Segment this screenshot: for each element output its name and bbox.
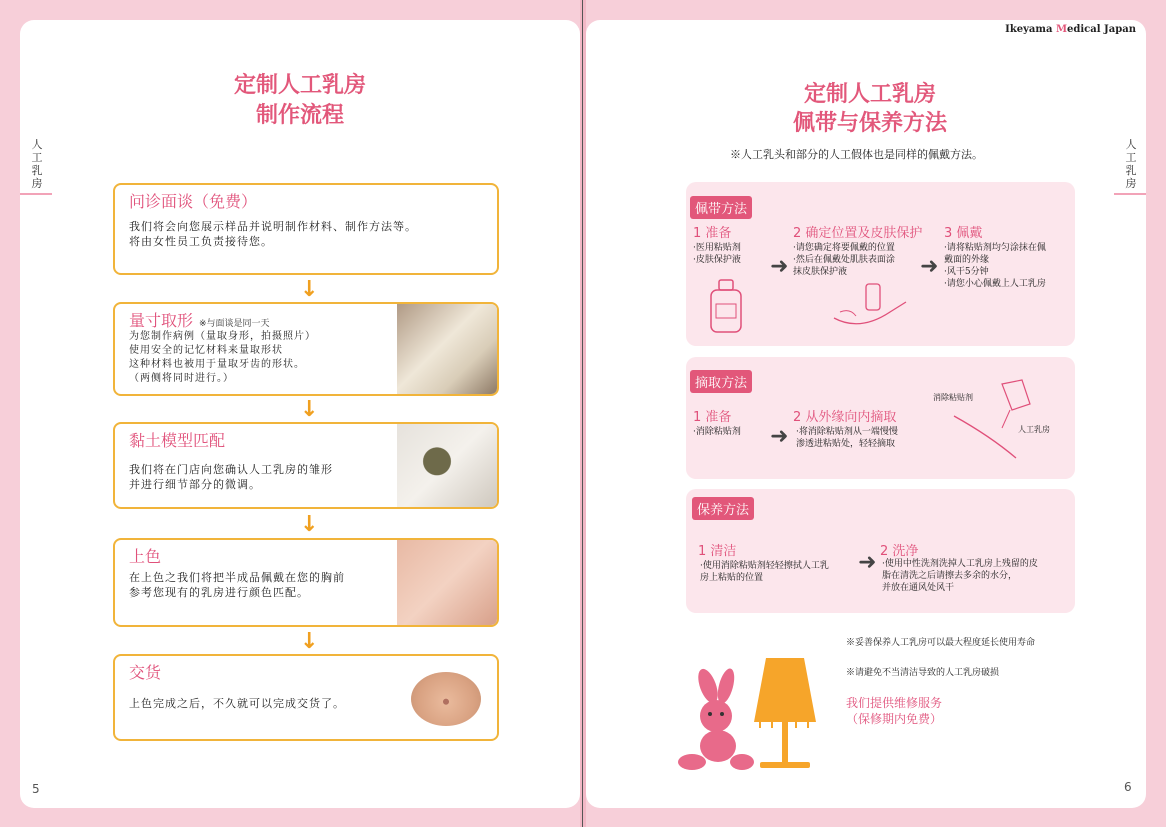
- remove-method-badge: 摘取方法: [690, 370, 752, 393]
- brand-m: M: [1055, 24, 1068, 35]
- step-body-line: 使用安全的记忆材料来量取形状: [129, 345, 283, 356]
- step-title: [129, 544, 161, 567]
- down-arrow-icon: ↓: [300, 397, 319, 422]
- step-title-text: 上色: [129, 547, 162, 566]
- measurement-photo: [397, 304, 497, 394]
- step-body-line: （两侧将同时进行。）: [129, 373, 234, 384]
- left-side-rule: [20, 193, 52, 195]
- wear-step3-body: [944, 242, 1046, 290]
- finished-prosthesis-image: [411, 672, 481, 726]
- step-body-line: 参考您现有的乳房进行颜色匹配。: [129, 586, 309, 599]
- remove-step2-heading: 2 从外缘向内摘取: [793, 410, 897, 425]
- down-arrow-icon: ↓: [300, 277, 319, 302]
- care-method-badge: 保养方法: [692, 497, 754, 520]
- side-tab-char: 人: [31, 138, 43, 151]
- down-arrow-icon: ↓: [300, 512, 319, 537]
- wear-step2-body: [793, 242, 895, 278]
- bottle-icon: [706, 278, 746, 336]
- left-side-tab: [28, 138, 46, 190]
- side-tab-char: 人: [1125, 138, 1137, 151]
- service-line: 我们提供维修服务: [846, 696, 943, 710]
- wearing-note: ※人工乳头和部分的人工假体也是同样的佩戴方法。: [730, 148, 983, 161]
- step-body-line: 在上色之我们将把半成品佩戴在您的胸前: [129, 571, 345, 584]
- step-body-line: 这种材料也被用于量取牙齿的形状。: [129, 359, 305, 370]
- text-line: ·使用消除粘贴剂轻轻擦拭人工乳: [700, 561, 829, 571]
- step-title-text: 交货: [129, 663, 162, 682]
- text-line: 抹皮肤保护液: [793, 267, 848, 277]
- step-title-text: 问诊面谈（免费）: [129, 192, 258, 211]
- right-arrow-icon: ➜: [858, 550, 877, 575]
- book-spine: [580, 0, 586, 827]
- step-body-line: 我们将会向您展示样品并说明制作材料、制作方法等。: [129, 220, 417, 233]
- brand-text: Ikeyama: [1005, 24, 1056, 35]
- remover-label: 消除粘贴剂: [933, 393, 973, 402]
- side-tab-char: 乳: [31, 164, 43, 177]
- step-body-line: 将由女性员工负责接待您。: [129, 235, 273, 248]
- step-title: [129, 308, 270, 331]
- step-title: [129, 189, 257, 212]
- text-line: ·消除粘贴剂: [693, 427, 741, 437]
- service-line: （保修期内免费）: [846, 712, 943, 726]
- wear-step1-heading: 1 准备: [693, 226, 732, 241]
- care-step1-body: [700, 560, 829, 584]
- page-number: 5: [32, 782, 40, 796]
- step-note: ※与面谈是同一天: [199, 319, 270, 329]
- text-line: 并放在通风处风干: [882, 583, 955, 593]
- step-measurement: [113, 302, 499, 396]
- care-footnote: ※妥善保养人工乳房可以最大程度延长使用寿命: [846, 638, 1036, 648]
- wear-step1-body: [693, 242, 741, 266]
- text-line: 渗透进粘贴处，轻轻摘取: [796, 439, 896, 449]
- apply-lotion-icon: [830, 282, 910, 334]
- bunny-toy-icon: [672, 668, 756, 772]
- brand-logo: [1005, 24, 1136, 35]
- text-line: ·使用中性洗剂洗掉人工乳房上残留的皮: [882, 559, 1038, 569]
- step-body-line: 我们将在门店向您确认人工乳房的雏形: [129, 463, 333, 476]
- side-tab-char: 工: [31, 151, 43, 164]
- right-arrow-icon: ➜: [770, 424, 789, 449]
- remove-step1-heading: 1 准备: [693, 410, 732, 425]
- care-step1-heading: 1 清洁: [698, 544, 737, 559]
- spine-line: [582, 0, 583, 827]
- right-side-rule: [1114, 193, 1146, 195]
- brand-text: edical Japan: [1067, 24, 1136, 35]
- side-tab-char: 房: [31, 177, 43, 190]
- text-line: ·请您小心佩戴上人工乳房: [944, 279, 1046, 289]
- step-delivery: [113, 654, 499, 741]
- text-line: ·然后在佩戴处肌肤表面涂: [793, 255, 895, 265]
- step-clay-model: [113, 422, 499, 509]
- right-side-tab: [1122, 138, 1140, 190]
- step-body-line: 并进行细节部分的微调。: [129, 478, 261, 491]
- left-title-line1: 定制人工乳房: [233, 72, 366, 98]
- text-line: ·风干5分钟: [944, 267, 989, 277]
- lamp-icon: [752, 656, 818, 770]
- step-body: [129, 330, 316, 386]
- right-arrow-icon: ➜: [770, 254, 789, 279]
- step-body-line: 上色完成之后，不久就可以完成交货了。: [129, 697, 345, 710]
- remove-step2-body: [796, 426, 898, 450]
- remove-step1-body: [693, 426, 741, 438]
- left-page-title: [160, 70, 440, 130]
- step-title: [129, 660, 161, 683]
- text-line: 脂在清洗之后请擦去多余的水分，: [882, 571, 1018, 581]
- step-body-line: 为您制作病例（量取身形，拍摄照片）: [129, 331, 316, 342]
- text-line: ·请将粘贴剂均匀涂抹在佩: [944, 243, 1046, 253]
- text-line: 戴面的外缘: [944, 255, 990, 265]
- right-title-line2: 佩带与保养方法: [792, 110, 947, 136]
- right-title-line1: 定制人工乳房: [803, 81, 936, 107]
- care-step2-heading: 2 洗净: [880, 544, 919, 559]
- side-tab-char: 房: [1125, 177, 1137, 190]
- text-line: ·请您确定将要佩戴的位置: [793, 243, 895, 253]
- coloring-photo: [397, 540, 497, 625]
- step-title: [129, 428, 225, 451]
- step-title-text: 量寸取形: [129, 311, 194, 330]
- step-coloring: [113, 538, 499, 627]
- step-body: [129, 696, 345, 711]
- wear-step3-heading: 3 佩戴: [944, 226, 983, 241]
- prosthesis-label: 人工乳房: [1018, 425, 1050, 434]
- step-body: [129, 570, 345, 600]
- step-consultation: [113, 183, 499, 275]
- text-line: ·将消除粘贴剂从一端慢慢: [796, 427, 898, 437]
- right-page-title: [730, 80, 1010, 138]
- side-tab-char: 工: [1125, 151, 1137, 164]
- clay-model-photo: [397, 424, 497, 507]
- text-line: 房上粘贴的位置: [700, 573, 764, 583]
- wear-method-badge: 佩带方法: [690, 196, 752, 219]
- wear-step2-heading: 2 确定位置及皮肤保护: [793, 226, 923, 241]
- care-step2-body: [882, 558, 1038, 594]
- step-title-text: 黏土模型匹配: [129, 431, 226, 450]
- page-number: 6: [1124, 780, 1132, 794]
- text-line: ·医用粘贴剂: [693, 243, 741, 253]
- side-tab-char: 乳: [1125, 164, 1137, 177]
- care-footnote: ※请避免不当清洁导致的人工乳房破损: [846, 668, 1000, 678]
- down-arrow-icon: ↓: [300, 629, 319, 654]
- step-body: [129, 219, 417, 249]
- text-line: ·皮肤保护液: [693, 255, 741, 265]
- step-body: [129, 462, 333, 492]
- remove-illustration-icon: [950, 376, 1040, 462]
- repair-service-text: [846, 695, 942, 727]
- left-title-line2: 制作流程: [255, 102, 344, 128]
- right-arrow-icon: ➜: [920, 254, 939, 279]
